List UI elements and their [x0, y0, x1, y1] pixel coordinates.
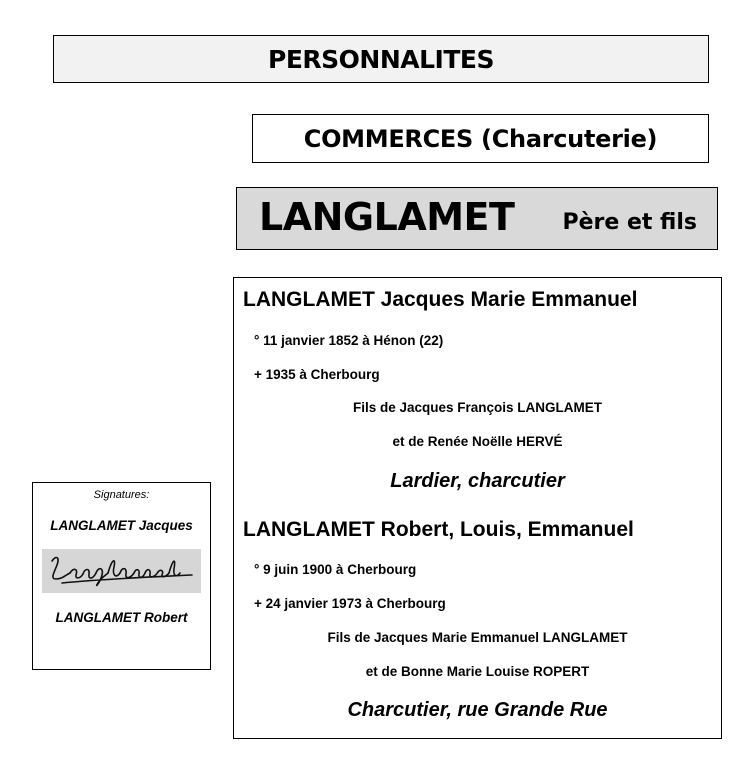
family-name: LANGLAMET	[259, 195, 515, 239]
family-subtitle: Père et fils	[562, 210, 697, 235]
page-title: PERSONNALITES	[268, 44, 494, 74]
page-title-box	[53, 35, 709, 83]
person2-death: + 24 janvier 1973 à Cherbourg	[254, 596, 446, 611]
handwritten-signature-image	[42, 549, 201, 593]
person1-profession: Lardier, charcutier	[390, 470, 565, 492]
person2-profession: Charcutier, rue Grande Rue	[347, 699, 608, 721]
person1-mother: et de Renée Noëlle HERVÉ	[392, 434, 563, 449]
person1-death: + 1935 à Cherbourg	[254, 367, 380, 382]
signatures-box	[32, 482, 211, 670]
person1-birth: ° 11 janvier 1852 à Hénon (22)	[254, 333, 444, 348]
category-box	[252, 114, 709, 163]
signature-name-jacques: LANGLAMET Jacques	[50, 518, 193, 533]
person1-father: Fils de Jacques François LANGLAMET	[352, 400, 603, 415]
person2-birth: ° 9 juin 1900 à Cherbourg	[254, 562, 417, 577]
category-title: COMMERCES (Charcuterie)	[303, 124, 658, 153]
person2-father: Fils de Jacques Marie Emmanuel LANGLAMET	[327, 630, 628, 645]
signatures-label: Signatures:	[93, 489, 150, 501]
signature-name-robert: LANGLAMET Robert	[55, 610, 188, 625]
person2-name: LANGLAMET Robert, Louis, Emmanuel	[243, 518, 634, 541]
biography-card	[233, 277, 722, 739]
family-name-banner	[236, 187, 718, 250]
person2-mother: et de Bonne Marie Louise ROPERT	[365, 664, 590, 679]
person1-name: LANGLAMET Jacques Marie Emmanuel	[243, 288, 638, 311]
handwritten-signature	[42, 549, 201, 593]
